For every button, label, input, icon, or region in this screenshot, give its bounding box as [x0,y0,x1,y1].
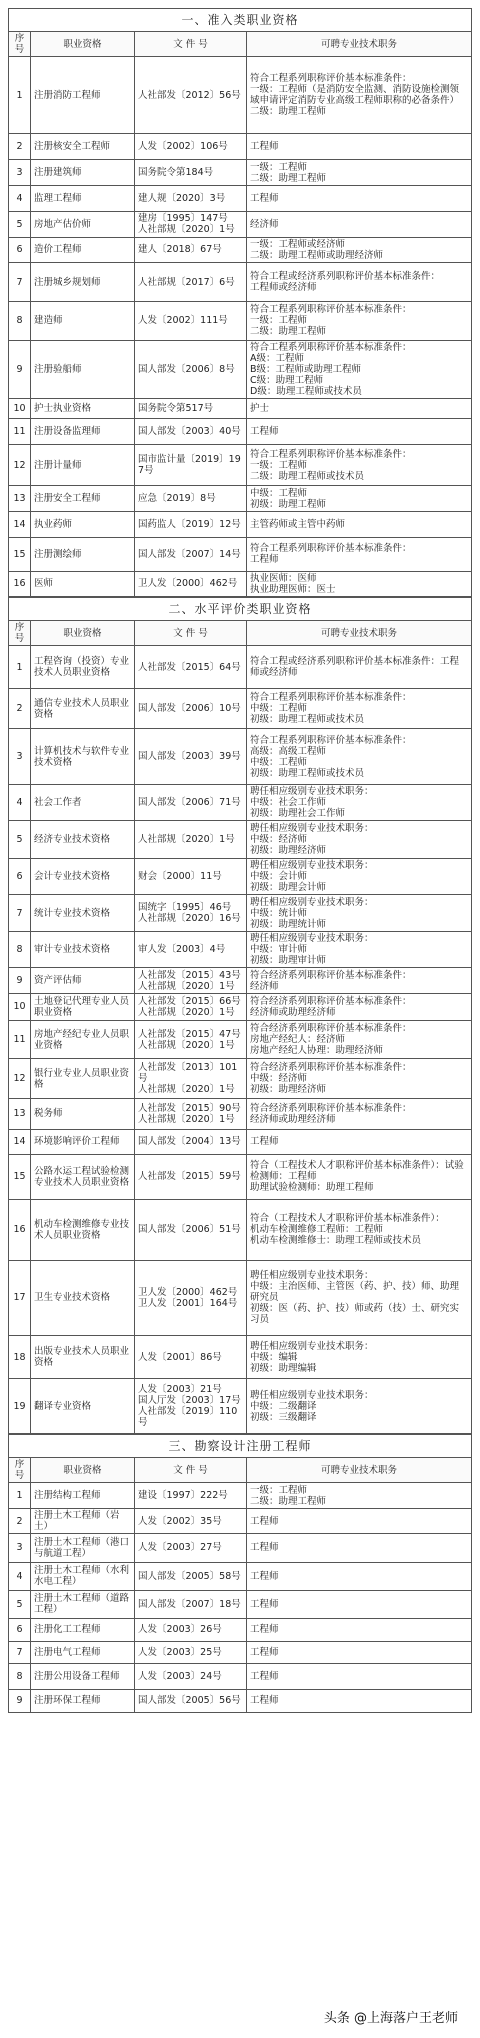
technical-title: 符合工程系列职称评价基本标准条件： 一级：工程师（是消防安全监测、消防设施检测领域申请评定消防专业高级工程师职称的必备条件） 二级：助理工程师 [247,57,472,134]
table-row [9,185,472,211]
row-number: 3 [9,1534,31,1562]
row-number: 6 [9,237,31,263]
table-row [9,57,472,134]
qualification-name: 医师 [31,571,135,597]
row-number: 3 [9,160,31,186]
row-number: 2 [9,1508,31,1534]
row-number: 11 [9,419,31,445]
qualification-name: 注册设备监理师 [31,419,135,445]
table-row [9,1260,472,1336]
row-number: 7 [9,894,31,932]
technical-title: 工程师 [247,1129,472,1154]
document-number: 建人〔2018〕67号 [135,237,247,263]
document-number: 人发〔2003〕24号 [135,1664,247,1690]
header-row [9,1458,472,1483]
document-number: 人社部发〔2015〕47号 人社部规〔2020〕1号 [135,1021,247,1059]
table-row [9,1059,472,1099]
section-title: 二、水平评价类职业资格 [8,597,472,620]
technical-title: 执业医师：医师 执业助理医师：医士 [247,571,472,597]
table-row [9,486,472,512]
qualification-name: 土地登记代理专业人员职业资格 [31,993,135,1021]
table-row [9,993,472,1021]
document-number: 国人部发〔2006〕71号 [135,784,247,820]
table-row [9,1200,472,1261]
row-number: 6 [9,858,31,894]
technical-title: 符合工程系列职称评价基本标准条件： 工程师 [247,538,472,572]
document-number: 人发〔2003〕27号 [135,1534,247,1562]
technical-title: 聘任相应级别专业技术职务： 中级：编辑 初级：助理编辑 [247,1336,472,1379]
table-row [9,340,472,398]
table-row [9,237,472,263]
table-row [9,1099,472,1129]
row-number: 16 [9,571,31,597]
qualification-name: 计算机技术与软件专业技术资格 [31,729,135,784]
technical-title: 工程师 [247,1534,472,1562]
row-number: 8 [9,1664,31,1690]
row-number: 7 [9,1641,31,1664]
technical-title: 符合经济系列职称评价基本标准条件： 房地产经纪人：经济师 房地产经纪人协理：助理经济师 [247,1021,472,1059]
qualification-table [8,1457,472,1712]
qualification-name: 卫生专业技术资格 [31,1260,135,1336]
document-number: 国人部发〔2006〕51号 [135,1200,247,1261]
qualification-name: 资产评估师 [31,968,135,993]
document-number: 人社部规〔2020〕1号 [135,820,247,858]
table-row [9,134,472,160]
qualification-name: 注册消防工程师 [31,57,135,134]
row-number: 5 [9,1590,31,1618]
document-number: 人发〔2002〕111号 [135,302,247,341]
row-number: 3 [9,729,31,784]
row-number: 8 [9,302,31,341]
document-number: 人社部发〔2015〕64号 [135,646,247,689]
row-number: 10 [9,993,31,1021]
row-number: 4 [9,185,31,211]
table-row [9,784,472,820]
document-page [8,8,472,1713]
table-row [9,1664,472,1690]
table-row [9,445,472,486]
column-header: 职业资格 [31,621,135,646]
row-number: 8 [9,932,31,968]
row-number: 1 [9,57,31,134]
table-row [9,1336,472,1379]
table-row [9,398,472,419]
document-number: 建房〔1995〕147号 人社部规〔2020〕1号 [135,211,247,237]
row-number: 4 [9,784,31,820]
qualification-name: 公路水运工程试验检测专业技术人员职业资格 [31,1154,135,1199]
column-header: 文 件 号 [135,1458,247,1483]
table-row [9,512,472,538]
qualification-name: 注册环保工程师 [31,1689,135,1712]
technical-title: 符合工程系列职称评价基本标准条件： 高级：高级工程师 中级：工程师 初级：助理工程师或技术员 [247,729,472,784]
header-row [9,621,472,646]
document-number: 国人部发〔2003〕39号 [135,729,247,784]
row-number: 9 [9,340,31,398]
row-number: 13 [9,1099,31,1129]
technical-title: 经济师 [247,211,472,237]
qualification-name: 统计专业技术资格 [31,894,135,932]
qualification-name: 会计专业技术资格 [31,858,135,894]
document-number: 建人规〔2020〕3号 [135,185,247,211]
technical-title: 符合工程或经济系列职称评价基本标准条件：工程师或经济师 [247,646,472,689]
qualification-name: 注册电气工程师 [31,1641,135,1664]
qualification-name: 注册化工工程师 [31,1618,135,1641]
document-number: 国人部发〔2007〕14号 [135,538,247,572]
row-number: 9 [9,968,31,993]
document-number: 人社部发〔2013〕101号 人社部规〔2020〕1号 [135,1059,247,1099]
table-row [9,646,472,689]
column-header: 可聘专业技术职务 [247,621,472,646]
technical-title: 工程师 [247,1664,472,1690]
qualification-name: 环境影响评价工程师 [31,1129,135,1154]
technical-title: 工程师 [247,1508,472,1534]
table-row [9,538,472,572]
document-number: 人发〔2003〕21号 国人厅发〔2003〕17号 人社部发〔2019〕110号 [135,1379,247,1434]
technical-title: 符合（工程技术人才职称评价基本标准条件）： 机动车检测维修工程师：工程师 机动车检测维修士：助理工程师或技术员 [247,1200,472,1261]
qualification-name: 注册公用设备工程师 [31,1664,135,1690]
column-header: 可聘专业技术职务 [247,32,472,57]
qualification-name: 监理工程师 [31,185,135,211]
section-title: 一、准入类职业资格 [8,8,472,31]
table-row [9,1534,472,1562]
document-number: 国市监计量〔2019〕197号 [135,445,247,486]
table-row [9,1508,472,1534]
table-row [9,729,472,784]
table-row [9,894,472,932]
qualification-name: 执业药师 [31,512,135,538]
qualification-name: 建造师 [31,302,135,341]
document-number: 卫人发〔2000〕462号 [135,571,247,597]
technical-title: 聘任相应级别专业技术职务： 中级：社会工作师 初级：助理社会工作师 [247,784,472,820]
row-number: 1 [9,646,31,689]
technical-title: 工程师 [247,1590,472,1618]
technical-title: 符合（工程技术人才职称评价基本标准条件）：试验检测师：工程师 助理试验检测师：助理工程师 [247,1154,472,1199]
technical-title: 主管药师或主管中药师 [247,512,472,538]
row-number: 14 [9,512,31,538]
document-number: 人发〔2003〕25号 [135,1641,247,1664]
table-row [9,968,472,993]
qualification-name: 注册安全工程师 [31,486,135,512]
technical-title: 护士 [247,398,472,419]
section-title: 三、勘察设计注册工程师 [8,1434,472,1457]
column-header: 序号 [9,621,31,646]
qualification-name: 注册土木工程师（水利水电工程） [31,1562,135,1590]
technical-title: 工程师 [247,419,472,445]
document-number: 建设〔1997〕222号 [135,1483,247,1509]
row-number: 15 [9,538,31,572]
technical-title: 符合工程系列职称评价基本标准条件： 一级：工程师 二级：助理工程师或技术员 [247,445,472,486]
row-number: 1 [9,1483,31,1509]
row-number: 6 [9,1618,31,1641]
table-row [9,1483,472,1509]
document-number: 人社部发〔2015〕59号 [135,1154,247,1199]
qualification-name: 审计专业技术资格 [31,932,135,968]
qualification-name: 翻译专业资格 [31,1379,135,1434]
qualification-name: 经济专业技术资格 [31,820,135,858]
technical-title: 聘任相应级别专业技术职务： 中级：主治医师、主管医（药、护、技）师、助理研究员 初级：医（药、护、技）师或药（技）士、研究实习员 [247,1260,472,1336]
technical-title: 聘任相应级别专业技术职务： 中级：审计师 初级：助理审计师 [247,932,472,968]
table-row [9,1379,472,1434]
row-number: 19 [9,1379,31,1434]
technical-title: 聘任相应级别专业技术职务： 中级：统计师 初级：助理统计师 [247,894,472,932]
document-number: 人社部发〔2015〕43号 人社部规〔2020〕1号 [135,968,247,993]
row-number: 2 [9,134,31,160]
qualification-name: 工程咨询（投资）专业技术人员职业资格 [31,646,135,689]
document-number: 人社部发〔2015〕66号 人社部规〔2020〕1号 [135,993,247,1021]
qualification-name: 注册建筑师 [31,160,135,186]
qualification-name: 注册测绘师 [31,538,135,572]
table-row [9,1618,472,1641]
row-number: 18 [9,1336,31,1379]
qualification-name: 银行业专业人员职业资格 [31,1059,135,1099]
header-row [9,32,472,57]
technical-title: 符合经济系列职称评价基本标准条件： 中级：经济师 初级：助理经济师 [247,1059,472,1099]
table-row [9,160,472,186]
document-number: 应急〔2019〕8号 [135,486,247,512]
row-number: 12 [9,445,31,486]
technical-title: 工程师 [247,1618,472,1641]
row-number: 16 [9,1200,31,1261]
technical-title: 符合经济系列职称评价基本标准条件： 经济师或助理经济师 [247,993,472,1021]
technical-title: 符合工程系列职称评价基本标准条件： 中级：工程师 初级：助理工程师或技术员 [247,689,472,729]
document-number: 国人部发〔2005〕58号 [135,1562,247,1590]
technical-title: 符合经济系列职称评价基本标准条件： 经济师 [247,968,472,993]
qualification-name: 房地产估价师 [31,211,135,237]
table-row [9,302,472,341]
document-number: 国人部发〔2004〕13号 [135,1129,247,1154]
technical-title: 一级：工程师 二级：助理工程师 [247,1483,472,1509]
row-number: 9 [9,1689,31,1712]
document-number: 国人部发〔2005〕56号 [135,1689,247,1712]
table-row [9,1129,472,1154]
row-number: 5 [9,211,31,237]
qualification-name: 注册土木工程师（道路工程） [31,1590,135,1618]
technical-title: 聘任相应级别专业技术职务： 中级：会计师 初级：助理会计师 [247,858,472,894]
table-row [9,211,472,237]
technical-title: 一级：工程师 二级：助理工程师 [247,160,472,186]
row-number: 2 [9,689,31,729]
qualification-name: 造价工程师 [31,237,135,263]
row-number: 5 [9,820,31,858]
qualification-name: 通信专业技术人员职业资格 [31,689,135,729]
technical-title: 一级：工程师或经济师 二级：助理工程师或助理经济师 [247,237,472,263]
column-header: 文 件 号 [135,621,247,646]
technical-title: 聘任相应级别专业技术职务： 中级：经济师 初级：助理经济师 [247,820,472,858]
table-row [9,858,472,894]
qualification-name: 税务师 [31,1099,135,1129]
document-number: 国务院令第517号 [135,398,247,419]
technical-title: 符合经济系列职称评价基本标准条件： 经济师或助理经济师 [247,1099,472,1129]
document-number: 国人部发〔2007〕18号 [135,1590,247,1618]
table-row [9,1590,472,1618]
technical-title: 符合工程系列职称评价基本标准条件： 一级：工程师 二级：助理工程师 [247,302,472,341]
technical-title: 符合工程系列职称评价基本标准条件： A级：工程师 B级：工程师或助理工程师 C级：助理工程师 D级：助理工程师或技术员 [247,340,472,398]
row-number: 14 [9,1129,31,1154]
qualification-name: 机动车检测维修专业技术人员职业资格 [31,1200,135,1261]
document-number: 国人部发〔2003〕40号 [135,419,247,445]
row-number: 13 [9,486,31,512]
qualification-name: 护士执业资格 [31,398,135,419]
technical-title: 工程师 [247,1641,472,1664]
qualification-name: 出版专业技术人员职业资格 [31,1336,135,1379]
row-number: 15 [9,1154,31,1199]
table-row [9,1641,472,1664]
column-header: 职业资格 [31,1458,135,1483]
row-number: 12 [9,1059,31,1099]
qualification-name: 注册土木工程师（港口与航道工程） [31,1534,135,1562]
technical-title: 工程师 [247,1689,472,1712]
table-row [9,1021,472,1059]
column-header: 序号 [9,1458,31,1483]
table-row [9,571,472,597]
qualification-name: 注册土木工程师（岩土） [31,1508,135,1534]
document-number: 卫人发〔2000〕462号 卫人发〔2001〕164号 [135,1260,247,1336]
row-number: 10 [9,398,31,419]
table-row [9,419,472,445]
row-number: 17 [9,1260,31,1336]
document-number: 国务院令第184号 [135,160,247,186]
document-number: 人发〔2001〕86号 [135,1336,247,1379]
qualification-name: 房地产经纪专业人员职业资格 [31,1021,135,1059]
row-number: 7 [9,263,31,302]
qualification-name: 注册核安全工程师 [31,134,135,160]
technical-title: 工程师 [247,134,472,160]
document-number: 人社部发〔2012〕56号 [135,57,247,134]
table-row [9,932,472,968]
document-number: 财会〔2000〕11号 [135,858,247,894]
column-header: 序号 [9,32,31,57]
technical-title: 工程师 [247,1562,472,1590]
technical-title: 工程师 [247,185,472,211]
document-number: 国人部发〔2006〕10号 [135,689,247,729]
qualification-table [8,620,472,1434]
document-number: 人发〔2003〕26号 [135,1618,247,1641]
row-number: 4 [9,1562,31,1590]
table-row [9,1154,472,1199]
qualification-name: 注册验船师 [31,340,135,398]
table-row [9,689,472,729]
qualification-name: 注册结构工程师 [31,1483,135,1509]
document-number: 人社部规〔2017〕6号 [135,263,247,302]
technical-title: 中级：工程师 初级：助理工程师 [247,486,472,512]
watermark: 头条 @上海落户王老师 [320,2005,462,2028]
table-row [9,1689,472,1712]
qualification-name: 注册计量师 [31,445,135,486]
document-number: 人发〔2002〕106号 [135,134,247,160]
technical-title: 符合工程或经济系列职称评价基本标准条件： 工程师或经济师 [247,263,472,302]
document-number: 国药监人〔2019〕12号 [135,512,247,538]
document-number: 国统字〔1995〕46号 人社部规〔2020〕16号 [135,894,247,932]
technical-title: 聘任相应级别专业技术职务： 中级：二级翻译 初级：三级翻译 [247,1379,472,1434]
qualification-name: 注册城乡规划师 [31,263,135,302]
document-number: 审人发〔2003〕4号 [135,932,247,968]
row-number: 11 [9,1021,31,1059]
document-number: 国人部发〔2006〕8号 [135,340,247,398]
column-header: 文 件 号 [135,32,247,57]
column-header: 职业资格 [31,32,135,57]
document-number: 人社部发〔2015〕90号 人社部规〔2020〕1号 [135,1099,247,1129]
document-number: 人发〔2002〕35号 [135,1508,247,1534]
qualification-table [8,31,472,597]
column-header: 可聘专业技术职务 [247,1458,472,1483]
qualification-name: 社会工作者 [31,784,135,820]
table-row [9,820,472,858]
table-row [9,263,472,302]
table-row [9,1562,472,1590]
